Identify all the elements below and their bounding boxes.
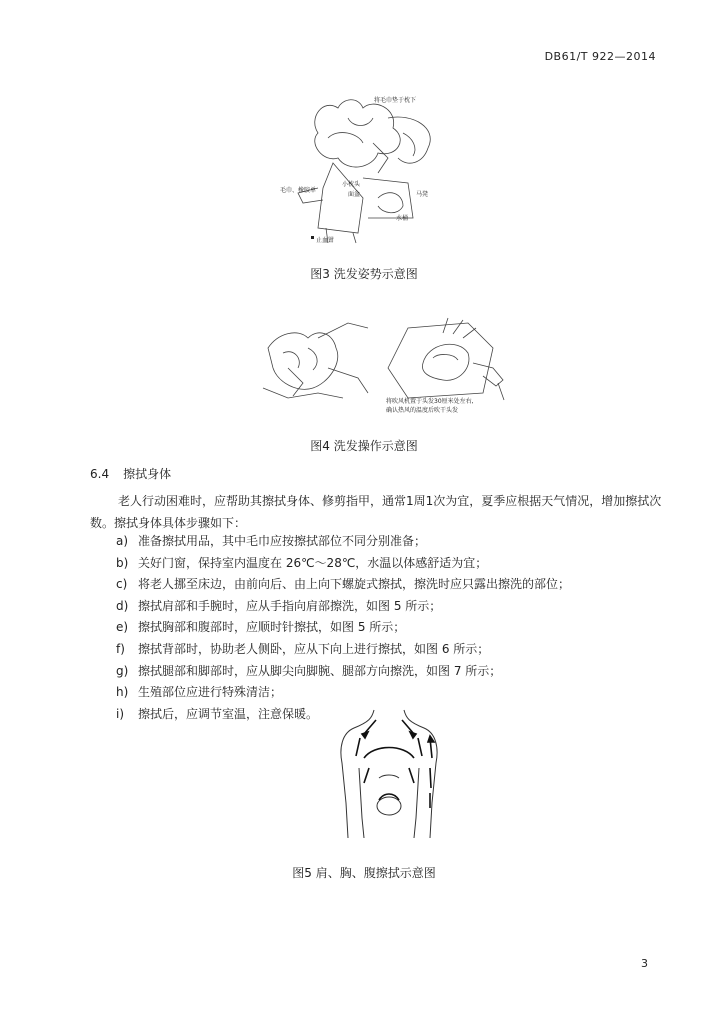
- list-item: f) 擦拭背部时，协助老人侧卧，应从下向上进行擦拭，如图 6 所示；: [116, 641, 490, 656]
- fig3-label-stool: 马凳: [416, 191, 429, 198]
- list-item: a) 准备擦拭用品，其中毛巾应按擦拭部位不同分别准备；: [116, 534, 427, 548]
- list-item: b) 关好门窗，保持室内温度在 26℃～28℃，水温以体感舒适为宜；: [116, 555, 488, 570]
- clamp-marker: [311, 236, 314, 239]
- list-item: g) 擦拭腿部和脚部时，应从脚尖向脚腕、腿部方向擦洗，如图 7 所示；: [116, 663, 502, 678]
- section-title: 擦拭身体: [123, 467, 172, 481]
- page-number: 3: [641, 957, 648, 970]
- list-item: e) 擦拭胸部和腹部时，应顺时针擦拭，如图 5 所示；: [116, 620, 406, 635]
- standard-code: DB61/T 922—2014: [544, 50, 656, 63]
- figure-5-caption: 图5 肩、胸、腹擦拭示意图: [292, 866, 436, 880]
- section-intro: 老人行动困难时，应帮助其擦拭身体、修剪指甲，通常1周1次为宜，夏季应根据天气情况，增加擦拭次数。擦拭身体具体步骤如下：: [90, 494, 662, 530]
- fig3-label-rubber-sheet: 毛巾、橡胶单: [280, 187, 317, 194]
- section-heading: [90, 465, 171, 482]
- figure-5-illustration: [334, 708, 444, 843]
- list-item: h) 生殖部位应进行特殊清洁；: [116, 685, 283, 700]
- fig3-label-bucket: 水桶: [396, 215, 409, 222]
- fig3-label-clamp: 止血钳: [316, 237, 335, 244]
- fig3-label-pillow: 小枕头: [342, 181, 361, 188]
- fig3-label-towel: 将毛巾垫于枕下: [374, 97, 417, 104]
- figure-3-illustration: [278, 88, 448, 248]
- figure-4-caption: 图4 洗发操作示意图: [310, 439, 418, 453]
- section-number: 6.4: [90, 467, 110, 481]
- figure-4-illustration: [258, 308, 508, 423]
- fig3-label-basin: 面盆: [348, 191, 361, 198]
- fig4-note-line1: 将吹风机置于头发30厘米处左右,: [386, 398, 474, 405]
- steps-list: [116, 531, 570, 725]
- list-item: i) 擦拭后，应调节室温，注意保暖。: [116, 706, 319, 721]
- list-item: d) 擦拭肩部和手腕时，应从手指向肩部擦洗，如图 5 所示；: [116, 598, 442, 613]
- fig4-note-line2: 确认热风的温度后吹干头发: [386, 407, 459, 414]
- list-item: c) 将老人挪至床边，由前向后、由上向下螺旋式擦拭，擦洗时应只露出擦洗的部位；: [116, 577, 571, 592]
- figure-3-caption: 图3 洗发姿势示意图: [310, 267, 418, 281]
